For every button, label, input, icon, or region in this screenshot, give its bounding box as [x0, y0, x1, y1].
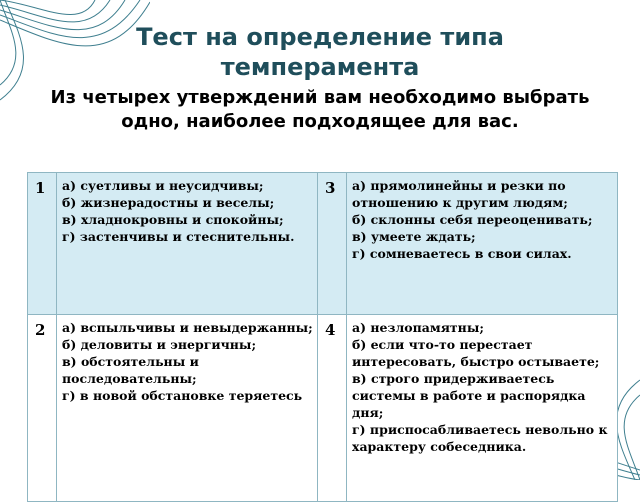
slide-title: Тест на определение типа темперамента: [136, 23, 504, 81]
group-1-number: 1: [35, 179, 46, 197]
group-4-option-d: г) приспосабливаетесь невольно к характеру собеседника.: [352, 422, 608, 454]
instruction-text: Из четырех утверждений вам необходимо выбрать одно, наиболее подходящее для вас.: [50, 87, 590, 132]
group-2-number: 2: [35, 321, 46, 339]
group-3-option-b: б) склонны себя переоценивать;: [352, 212, 593, 227]
group-4-option-c: в) строго придерживаетесь системы в работе и распорядка дня;: [352, 371, 586, 420]
group-4-options: [347, 315, 617, 455]
group-2-option-d: г) в новой обстановке теряетесь: [62, 388, 303, 403]
group-2-options: [57, 315, 317, 404]
group-4-options-cell: [346, 314, 618, 502]
group-4-option-b: б) если что-то перестает интересовать, быстро остываете;: [352, 337, 600, 369]
group-3-number: 3: [325, 179, 336, 197]
group-2-number-cell: [27, 314, 57, 502]
group-2-options-cell: [56, 314, 318, 502]
test-table: [27, 172, 618, 502]
group-1-options-cell: [56, 172, 318, 315]
group-3-option-a: а) прямолинейны и резки по отношению к другим людям;: [352, 178, 568, 210]
group-3-number-cell: [317, 172, 347, 315]
group-1-option-a: а) суетливы и неусидчивы;: [62, 178, 264, 193]
group-1-option-b: б) жизнерадостны и веселы;: [62, 195, 275, 210]
group-1-option-d: г) застенчивы и стеснительны.: [62, 229, 295, 244]
group-2-option-b: б) деловиты и энергичны;: [62, 337, 257, 352]
group-3-option-d: г) сомневаетесь в свои силах.: [352, 246, 572, 261]
group-3-option-c: в) умеете ждать;: [352, 229, 476, 244]
group-4-option-a: а) незлопамятны;: [352, 320, 484, 335]
group-1-options: [57, 173, 317, 245]
group-2-option-a: а) вспыльчивы и невыдержанны;: [62, 320, 313, 335]
group-4-number-cell: [317, 314, 347, 502]
group-3-options: [347, 173, 617, 262]
group-3-options-cell: [346, 172, 618, 315]
group-1-number-cell: [27, 172, 57, 315]
group-1-option-c: в) хладнокровны и спокойны;: [62, 212, 284, 227]
group-4-number: 4: [325, 321, 336, 339]
group-2-option-c: в) обстоятельны и последовательны;: [62, 354, 199, 386]
